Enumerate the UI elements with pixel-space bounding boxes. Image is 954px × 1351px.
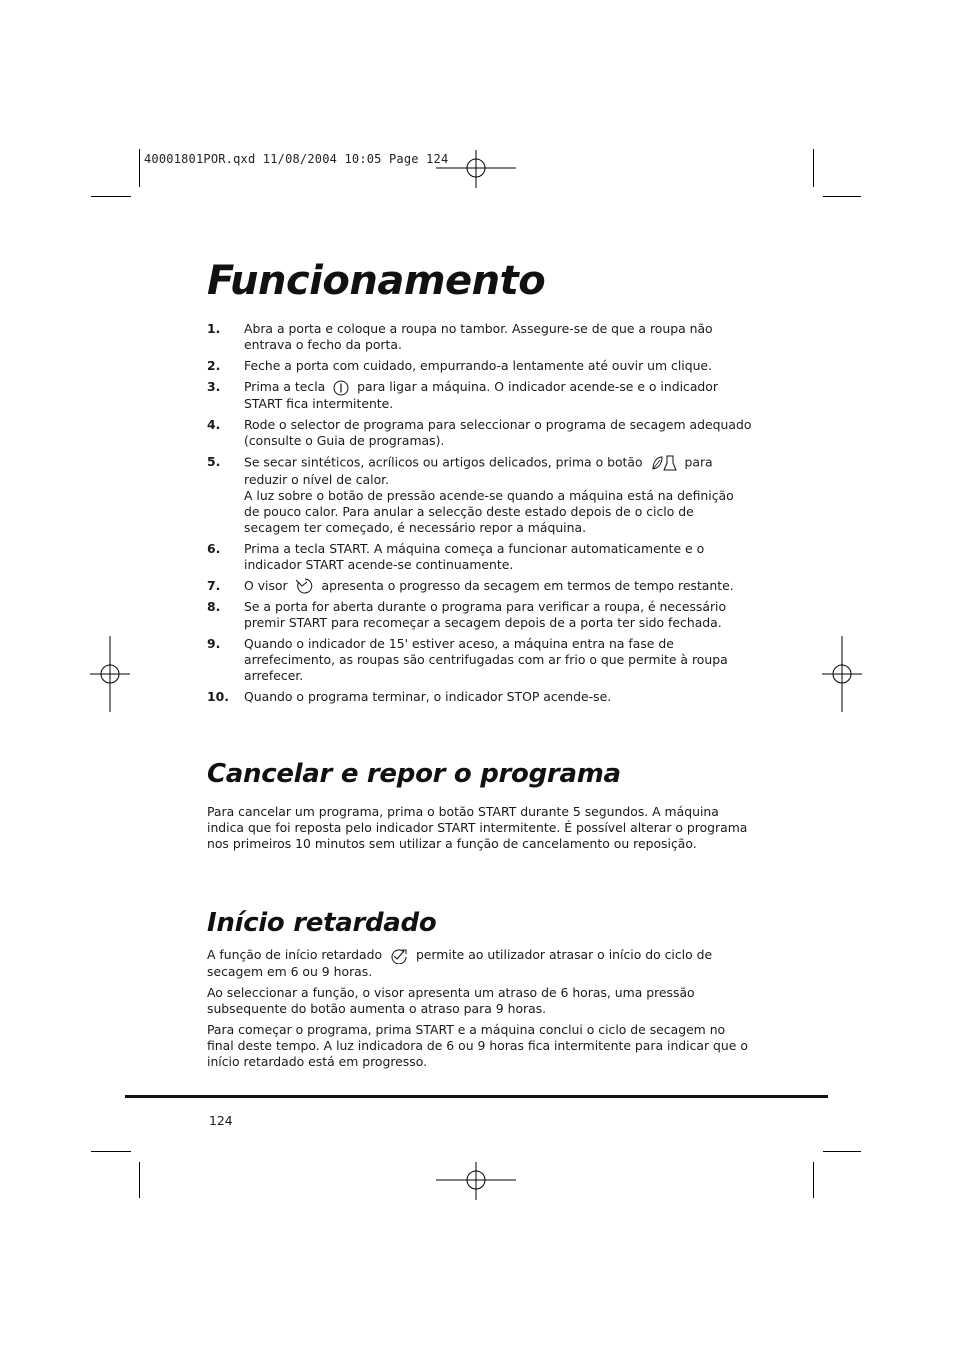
step-text-before: Prima a tecla <box>244 379 326 394</box>
step-text: Rode o selector de programa para seleccionar o programa de secagem adequado (consulte o Guia de programas). <box>244 416 752 448</box>
step-number: 10. <box>207 689 229 704</box>
list-item <box>207 379 752 412</box>
step-number: 8. <box>207 599 221 614</box>
list-item <box>207 321 752 353</box>
cancel-heading: Cancelar e repor o programa <box>207 759 621 789</box>
footer-rule <box>125 1095 828 1098</box>
step-number: 2. <box>207 358 221 373</box>
step-number: 1. <box>207 321 221 336</box>
step-text-after: apresenta o progresso da secagem em termos de tempo restante. <box>321 577 734 593</box>
step-number: 5. <box>207 453 221 469</box>
list-item <box>207 689 752 705</box>
delay-text-before: A função de início retardado <box>207 947 383 962</box>
delay-heading: Início retardado <box>207 908 437 938</box>
power-button-icon <box>332 380 350 396</box>
step-number: 7. <box>207 577 221 593</box>
list-item <box>207 599 752 631</box>
delay-start-icon <box>389 948 409 964</box>
delay-paragraph-3: Para começar o programa, prima START e a máquina conclui o ciclo de secagem no final deste tempo. A luz indicadora de 6 ou 9 horas fica intermitente para indicar que o início retardado está em progresso. <box>207 1021 748 1069</box>
delicate-low-heat-icon <box>650 454 678 472</box>
step-number: 6. <box>207 540 221 556</box>
cancel-paragraph <box>207 804 752 857</box>
registration-mark-bottom <box>436 1160 516 1200</box>
registration-mark-top <box>436 150 516 190</box>
step-text: Se a porta for aberta durante o programa para verificar a roupa, é necessário premir START para recomeçar a secagem depois de a porta ter sido fechada. <box>244 599 727 630</box>
delay-text-after: permite ao utilizador atrasar o início do ciclo de secagem em 6 ou 9 horas. <box>207 947 713 979</box>
delay-paragraph-1 <box>207 947 752 980</box>
delay-paragraph-2: Ao seleccionar a função, o visor apresenta um atraso de 6 horas, uma pressão subsequente do botão aumenta o atraso para 9 horas. <box>207 984 695 1016</box>
registration-mark-right <box>822 636 862 712</box>
list-item <box>207 541 752 573</box>
list-item <box>207 358 752 374</box>
cancel-text: Para cancelar um programa, prima o botão START durante 5 segundos. A máquina indica que foi reposta pelo indicador START intermitente. É possível alterar o programa nos primeiros 10 minutos sem utilizar a função de cancelamento ou reposição. <box>207 804 748 851</box>
registration-mark-left <box>90 636 130 712</box>
step-text-before: Se secar sintéticos, acrílicos ou artigos delicados, prima o botão <box>244 454 643 469</box>
list-item <box>207 454 752 536</box>
step-text-after: para reduzir o nível de calor. <box>244 454 713 487</box>
step-text: Abra a porta e coloque a roupa no tambor. Assegure-se de que a roupa não entrava o fecho da porta. <box>244 321 713 352</box>
page-title: Funcionamento <box>207 258 546 304</box>
step-text: Quando o programa terminar, o indicador STOP acende-se. <box>244 689 612 704</box>
timer-display-icon <box>295 578 315 594</box>
step-number: 9. <box>207 636 221 651</box>
list-item <box>207 417 752 449</box>
step-text: Feche a porta com cuidado, empurrando-a lentamente até ouvir um clique. <box>244 358 712 373</box>
delay-paragraphs <box>207 947 752 1075</box>
list-item <box>207 636 752 684</box>
step-text: Quando o indicador de 15' estiver aceso, a máquina entra na fase de arrefecimento, as roupas são centrifugadas com ar frio o que permite à roupa arrefecer. <box>244 636 728 683</box>
step-number: 4. <box>207 416 221 432</box>
steps-list <box>207 321 752 710</box>
step-text: Prima a tecla START. A máquina começa a funcionar automaticamente e o indicador START acende-se continuamente. <box>244 540 705 572</box>
step-number: 3. <box>207 379 221 394</box>
print-slug: 40001801POR.qxd 11/08/2004 10:05 Page 124 <box>144 152 449 166</box>
step-text-after: para ligar a máquina. O indicador acende-se e o indicador START fica intermitente. <box>244 379 718 411</box>
step-extra-text: A luz sobre o botão de pressão acende-se quando a máquina está na definição de pouco calor. Para anular a selecção deste estado depois de o ciclo de secagem ter começado, é necessário repor a máquina. <box>244 487 734 535</box>
list-item <box>207 578 752 595</box>
page-number: 124 <box>209 1113 233 1128</box>
step-text-before: O visor <box>244 577 288 593</box>
